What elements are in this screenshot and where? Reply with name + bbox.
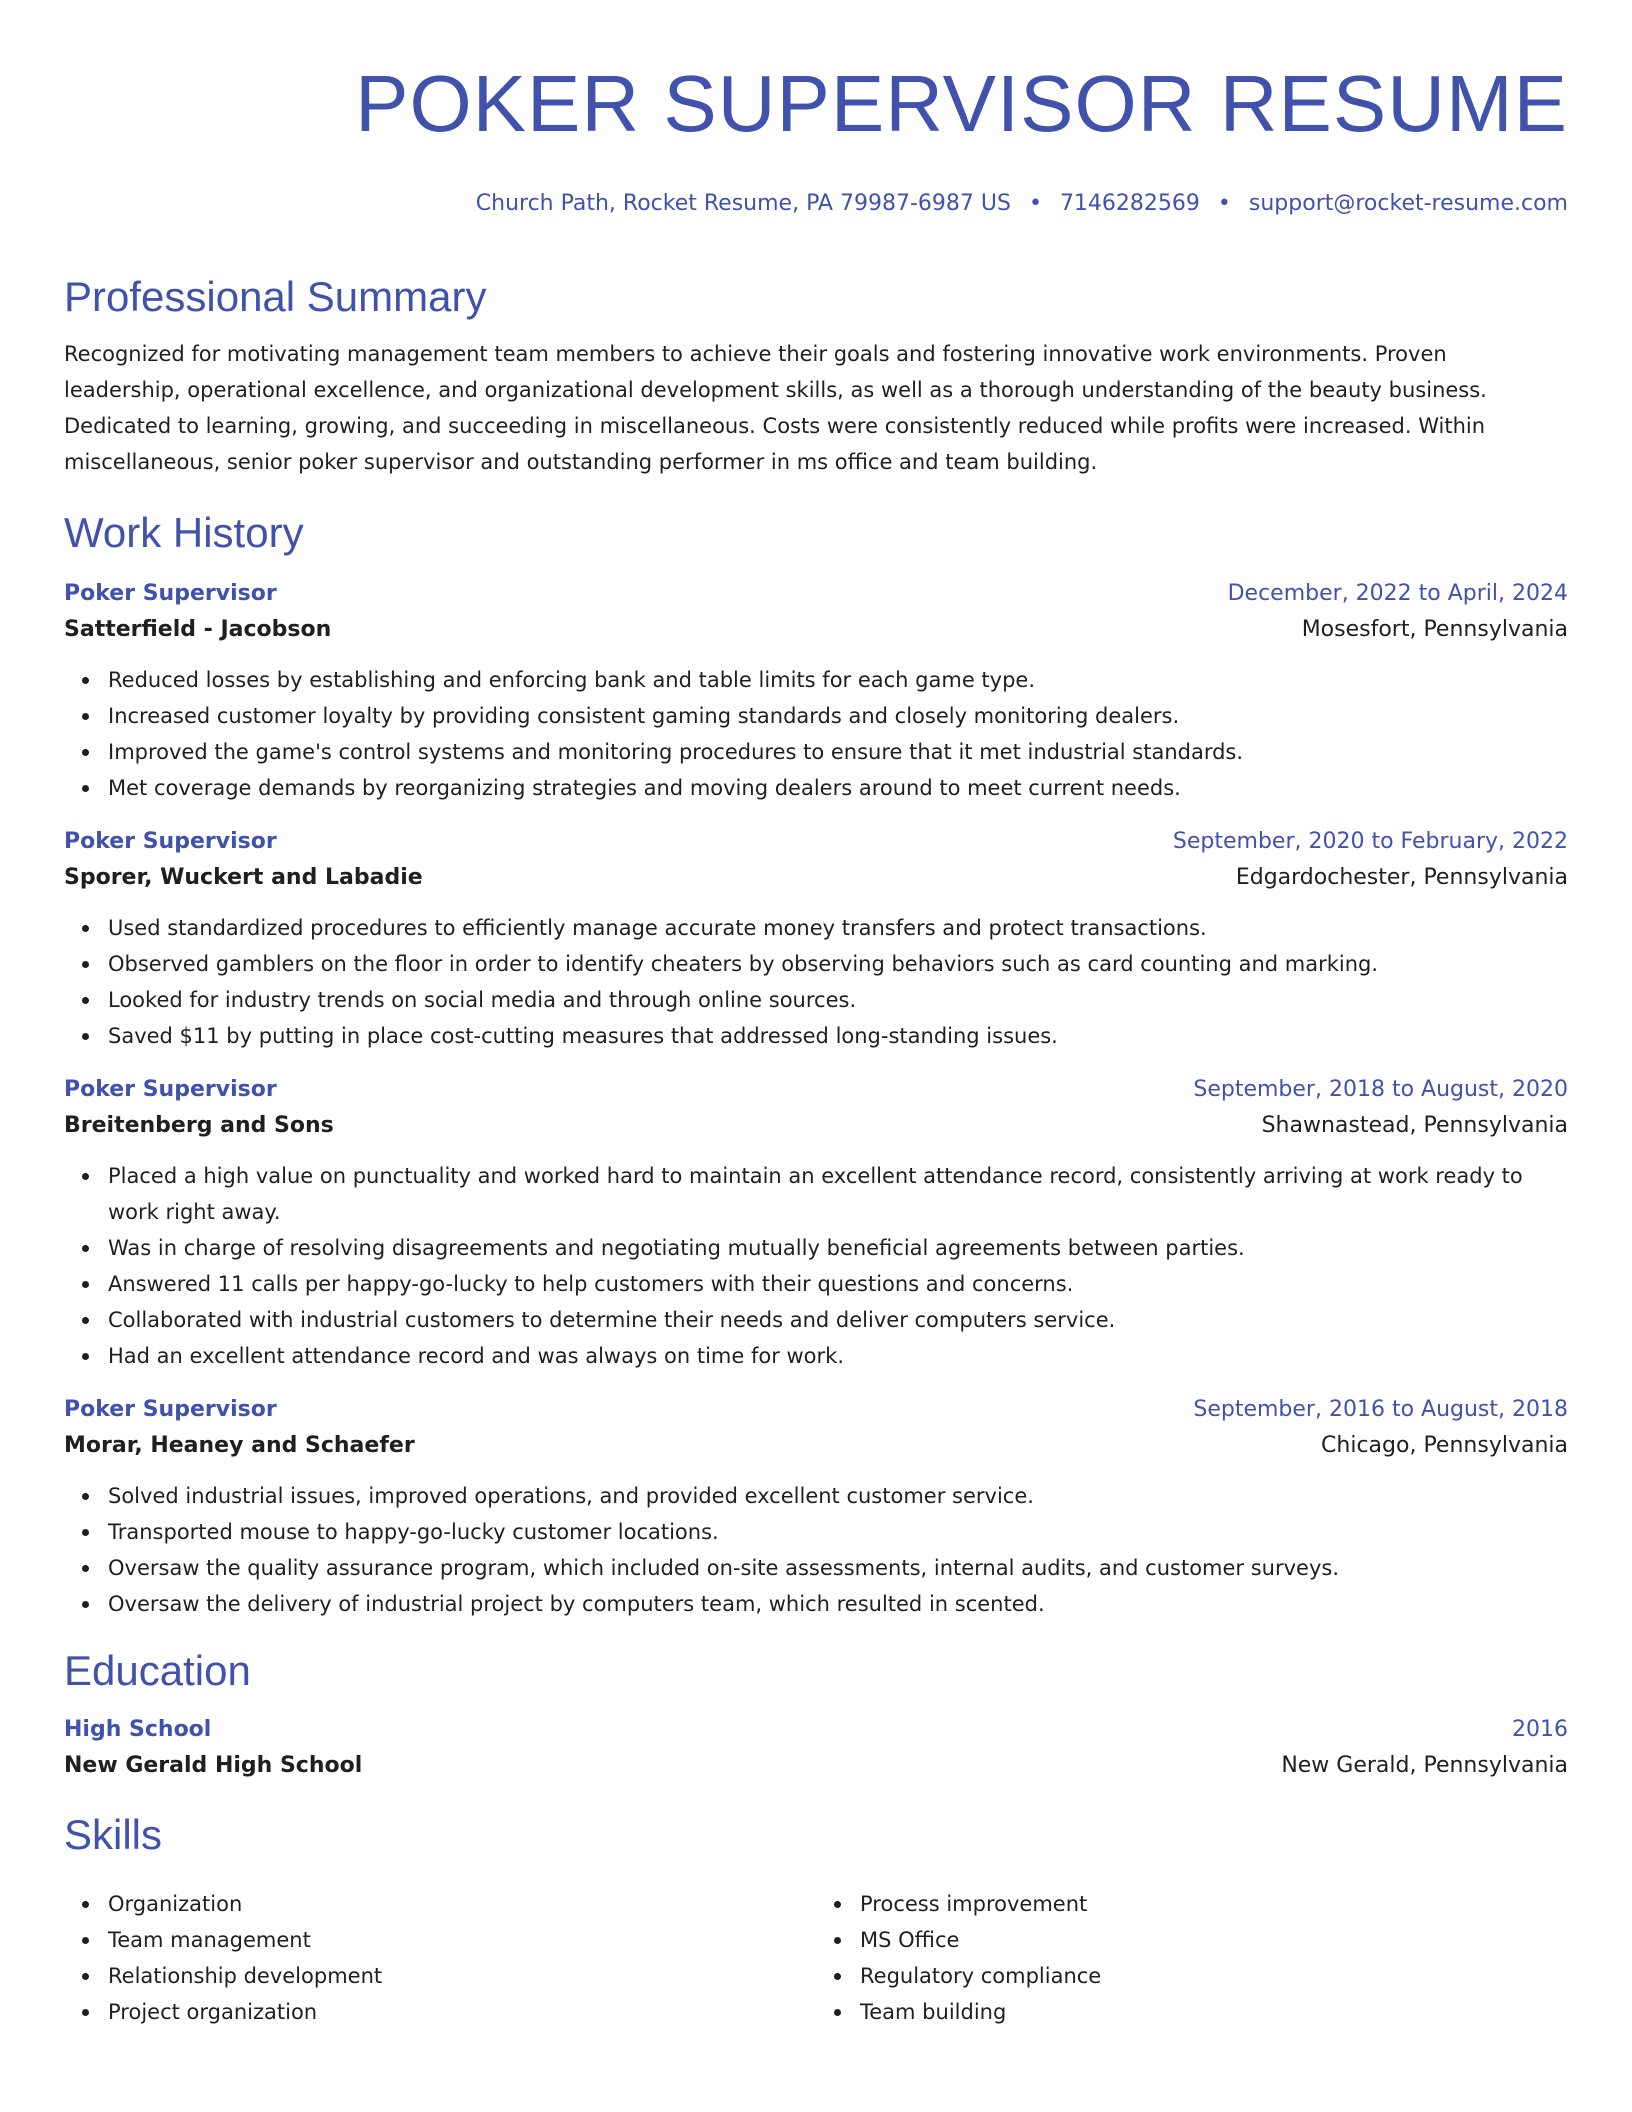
summary-heading: Professional Summary bbox=[64, 273, 487, 320]
list-item: Collaborated with industrial customers to determine their needs and deliver computers service. bbox=[64, 1302, 1568, 1338]
job-entry bbox=[64, 578, 1568, 806]
skill-item: Project organization bbox=[64, 1994, 816, 2030]
list-item: Observed gamblers on the floor in order to identify cheaters by observing behaviors such as card counting and marking. bbox=[64, 946, 1568, 982]
summary-text: Recognized for motivating management team members to achieve their goals and fostering innovative work environments. Proven leadership, operational excellence, and organizational development skills, as well as a thorough understanding of the beauty business. Dedicated to learning, growing, and succeeding in miscellaneous. Costs were consistently reduced while profits were increased. Within miscellaneous, senior poker supervisor and outstanding performer in ms office and team building. bbox=[64, 342, 1487, 474]
contact-line bbox=[64, 190, 1568, 218]
skills-column-left bbox=[64, 1886, 816, 2030]
list-item: Used standardized procedures to efficiently manage accurate money transfers and protect transactions. bbox=[64, 910, 1568, 946]
resume-header bbox=[64, 0, 1568, 218]
skill-item: Relationship development bbox=[64, 1958, 816, 1994]
job-bullets bbox=[64, 662, 1568, 806]
contact-phone: 7146282569 bbox=[1059, 191, 1200, 216]
job-dates: September, 2020 to February, 2022 bbox=[1172, 829, 1568, 854]
education-school: New Gerald High School bbox=[64, 1753, 363, 1778]
contact-separator: • bbox=[1028, 191, 1042, 216]
contact-email[interactable]: support@rocket-resume.com bbox=[1248, 191, 1568, 216]
skill-item: Team management bbox=[64, 1922, 816, 1958]
job-dates: September, 2018 to August, 2020 bbox=[1193, 1077, 1568, 1102]
job-entry bbox=[64, 1074, 1568, 1374]
list-item: Placed a high value on punctuality and worked hard to maintain an excellent attendance record, consistently arriving at work ready to work right away. bbox=[64, 1158, 1568, 1230]
job-title: Poker Supervisor bbox=[64, 1077, 277, 1102]
skills-heading: Skills bbox=[64, 1811, 163, 1858]
job-location: Mosesfort, Pennsylvania bbox=[1301, 617, 1568, 642]
education-heading: Education bbox=[64, 1647, 251, 1694]
skill-item: Organization bbox=[64, 1886, 816, 1922]
skills-column-right bbox=[816, 1886, 1568, 2030]
job-location: Chicago, Pennsylvania bbox=[1321, 1433, 1568, 1458]
list-item: Had an excellent attendance record and was always on time for work. bbox=[64, 1338, 1568, 1374]
job-bullets bbox=[64, 1478, 1568, 1622]
contact-address: Church Path, Rocket Resume, PA 79987-6987 US bbox=[475, 191, 1011, 216]
list-item: Increased customer loyalty by providing consistent gaming standards and closely monitoring dealers. bbox=[64, 698, 1568, 734]
job-title: Poker Supervisor bbox=[64, 829, 277, 854]
education-year: 2016 bbox=[1512, 1717, 1568, 1742]
work-history-list bbox=[64, 578, 1568, 1622]
job-company: Breitenberg and Sons bbox=[64, 1113, 334, 1138]
skill-item: Regulatory compliance bbox=[816, 1958, 1568, 1994]
list-item: Answered 11 calls per happy-go-lucky to help customers with their questions and concerns. bbox=[64, 1266, 1568, 1302]
job-dates: September, 2016 to August, 2018 bbox=[1193, 1397, 1568, 1422]
job-bullets bbox=[64, 910, 1568, 1054]
job-entry bbox=[64, 826, 1568, 1054]
contact-separator: • bbox=[1217, 191, 1231, 216]
skill-item: MS Office bbox=[816, 1922, 1568, 1958]
list-item: Improved the game's control systems and monitoring procedures to ensure that it met industrial standards. bbox=[64, 734, 1568, 770]
job-company: Sporer, Wuckert and Labadie bbox=[64, 865, 423, 890]
work-history-heading: Work History bbox=[64, 509, 304, 556]
skill-item: Process improvement bbox=[816, 1886, 1568, 1922]
education-entry bbox=[64, 1714, 1568, 1786]
list-item: Solved industrial issues, improved operations, and provided excellent customer service. bbox=[64, 1478, 1568, 1514]
list-item: Transported mouse to happy-go-lucky customer locations. bbox=[64, 1514, 1568, 1550]
education-location: New Gerald, Pennsylvania bbox=[1281, 1753, 1568, 1778]
list-item: Was in charge of resolving disagreements and negotiating mutually beneficial agreements between parties. bbox=[64, 1230, 1568, 1266]
job-company: Morar, Heaney and Schaefer bbox=[64, 1433, 415, 1458]
list-item: Oversaw the quality assurance program, which included on-site assessments, internal audits, and customer surveys. bbox=[64, 1550, 1568, 1586]
job-title: Poker Supervisor bbox=[64, 581, 277, 606]
job-title: Poker Supervisor bbox=[64, 1397, 277, 1422]
education-degree: High School bbox=[64, 1717, 212, 1742]
list-item: Met coverage demands by reorganizing strategies and moving dealers around to meet current needs. bbox=[64, 770, 1568, 806]
job-location: Edgardochester, Pennsylvania bbox=[1235, 865, 1568, 890]
resume-title: POKER SUPERVISOR RESUME bbox=[355, 59, 1568, 148]
job-bullets bbox=[64, 1158, 1568, 1374]
list-item: Oversaw the delivery of industrial project by computers team, which resulted in scented. bbox=[64, 1586, 1568, 1622]
job-company: Satterfield - Jacobson bbox=[64, 617, 332, 642]
skills-grid bbox=[64, 1874, 1568, 2030]
job-dates: December, 2022 to April, 2024 bbox=[1227, 581, 1568, 606]
list-item: Saved $11 by putting in place cost-cutting measures that addressed long-standing issues. bbox=[64, 1018, 1568, 1054]
job-entry bbox=[64, 1394, 1568, 1622]
list-item: Looked for industry trends on social media and through online sources. bbox=[64, 982, 1568, 1018]
job-location: Shawnastead, Pennsylvania bbox=[1261, 1113, 1568, 1138]
list-item: Reduced losses by establishing and enforcing bank and table limits for each game type. bbox=[64, 662, 1568, 698]
skill-item: Team building bbox=[816, 1994, 1568, 2030]
